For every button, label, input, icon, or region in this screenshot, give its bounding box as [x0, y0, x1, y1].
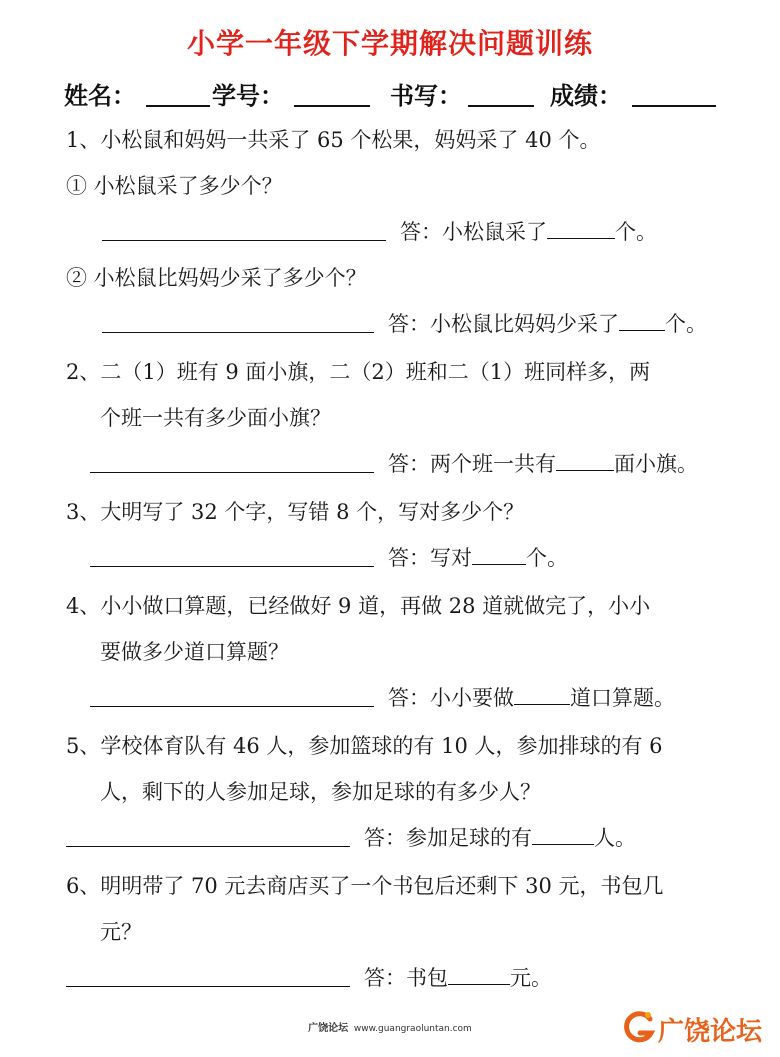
- site-logo: [618, 1005, 778, 1049]
- problem-2-answer-prefix: 答：两个班一共有: [388, 452, 556, 476]
- problem-2-answer: [388, 448, 698, 478]
- student-number-label: 学号：: [212, 82, 284, 110]
- problem-4-stem: 4、小小做口算题，已经做好 9 道，再做 28 道就做完了，小小: [66, 594, 651, 618]
- writing-blank[interactable]: [468, 105, 534, 107]
- problem-5-stem: 5、学校体育队有 46 人，参加篮球的有 10 人，参加排球的有 6: [66, 734, 663, 758]
- problem-4-stem-cont: 要做多少道口算题？: [100, 640, 289, 664]
- score-label: 成绩：: [550, 82, 622, 110]
- problem-1b-answer: [388, 308, 707, 338]
- problem-1a-question: ① 小松鼠采了多少个？: [66, 174, 283, 198]
- problem-5-work-line[interactable]: [66, 846, 350, 847]
- problem-2-stem: 2、二（1）班有 9 面小旗，二（2）班和二（1）班同样多，两: [66, 360, 651, 384]
- problem-1b-work-line[interactable]: [102, 332, 374, 333]
- problem-1a-answer-blank[interactable]: [547, 220, 615, 239]
- name-label: 姓名：: [64, 82, 136, 110]
- problem-4-answer-suffix: 道口算题。: [570, 686, 675, 710]
- problem-6-work-line[interactable]: [66, 986, 350, 987]
- problem-1a-answer-suffix: 个。: [615, 220, 657, 244]
- problem-3-answer-prefix: 答：写对: [388, 546, 472, 570]
- problem-3-answer-suffix: 个。: [526, 546, 568, 570]
- problem-3-stem: 3、大明写了 32 个字，写错 8 个，写对多少个？: [66, 500, 525, 524]
- problem-6-answer-prefix: 答：书包: [364, 966, 448, 990]
- logo-mark-icon: [620, 1007, 660, 1047]
- writing-label: 书写：: [390, 82, 462, 110]
- problem-2-answer-blank[interactable]: [556, 452, 614, 471]
- problem-6-stem-cont: 元？: [100, 920, 142, 944]
- problem-3-answer-blank[interactable]: [472, 546, 526, 565]
- problem-1b-answer-blank[interactable]: [619, 312, 665, 331]
- score-blank[interactable]: [632, 105, 716, 107]
- footer-url[interactable]: www.guangraoluntan.com: [353, 1024, 472, 1034]
- problem-5-stem-cont: 人，剩下的人参加足球，参加足球的有多少人？: [100, 780, 541, 804]
- problem-2-stem-cont: 个班一共有多少面小旗？: [100, 406, 331, 430]
- logo-text: 广饶论坛: [658, 1017, 763, 1047]
- problem-1-stem: 1、小松鼠和妈妈一共采了 65 个松果，妈妈采了 40 个。: [66, 128, 601, 152]
- problem-1b-question: ② 小松鼠比妈妈少采了多少个？: [66, 266, 367, 290]
- problem-1b-answer-suffix: 个。: [665, 312, 707, 336]
- problem-2-work-line[interactable]: [90, 472, 374, 473]
- problem-1a-answer-prefix: 答：小松鼠采了: [400, 220, 547, 244]
- problem-3-work-line[interactable]: [90, 566, 374, 567]
- problem-2-answer-suffix: 面小旗。: [614, 452, 698, 476]
- worksheet-title: 小学一年级下学期解决问题训练: [186, 27, 593, 60]
- student-number-blank[interactable]: [294, 105, 370, 107]
- problem-1a-work-line[interactable]: [102, 240, 386, 241]
- problem-3-answer: [388, 542, 568, 572]
- problem-6-answer: [364, 962, 552, 992]
- problem-6-stem: 6、明明带了 70 元去商店买了一个书包后还剩下 30 元，书包几: [66, 874, 664, 898]
- problem-6-answer-suffix: 元。: [510, 966, 552, 990]
- problem-6-answer-blank[interactable]: [448, 966, 510, 985]
- problem-5-answer-blank[interactable]: [532, 826, 594, 845]
- problem-1b-answer-prefix: 答：小松鼠比妈妈少采了: [388, 312, 619, 336]
- problem-5-answer-suffix: 人。: [594, 826, 636, 850]
- student-info-row: [64, 76, 724, 110]
- name-blank[interactable]: [146, 105, 210, 107]
- problem-4-answer: [388, 682, 675, 712]
- problem-5-answer: [364, 822, 636, 852]
- problem-4-answer-blank[interactable]: [514, 686, 570, 705]
- problem-5-answer-prefix: 答：参加足球的有: [364, 826, 532, 850]
- footer-site-name: 广饶论坛: [308, 1023, 349, 1034]
- problem-4-answer-prefix: 答：小小要做: [388, 686, 514, 710]
- problem-1a-answer: [400, 216, 657, 246]
- problem-4-work-line[interactable]: [90, 706, 374, 707]
